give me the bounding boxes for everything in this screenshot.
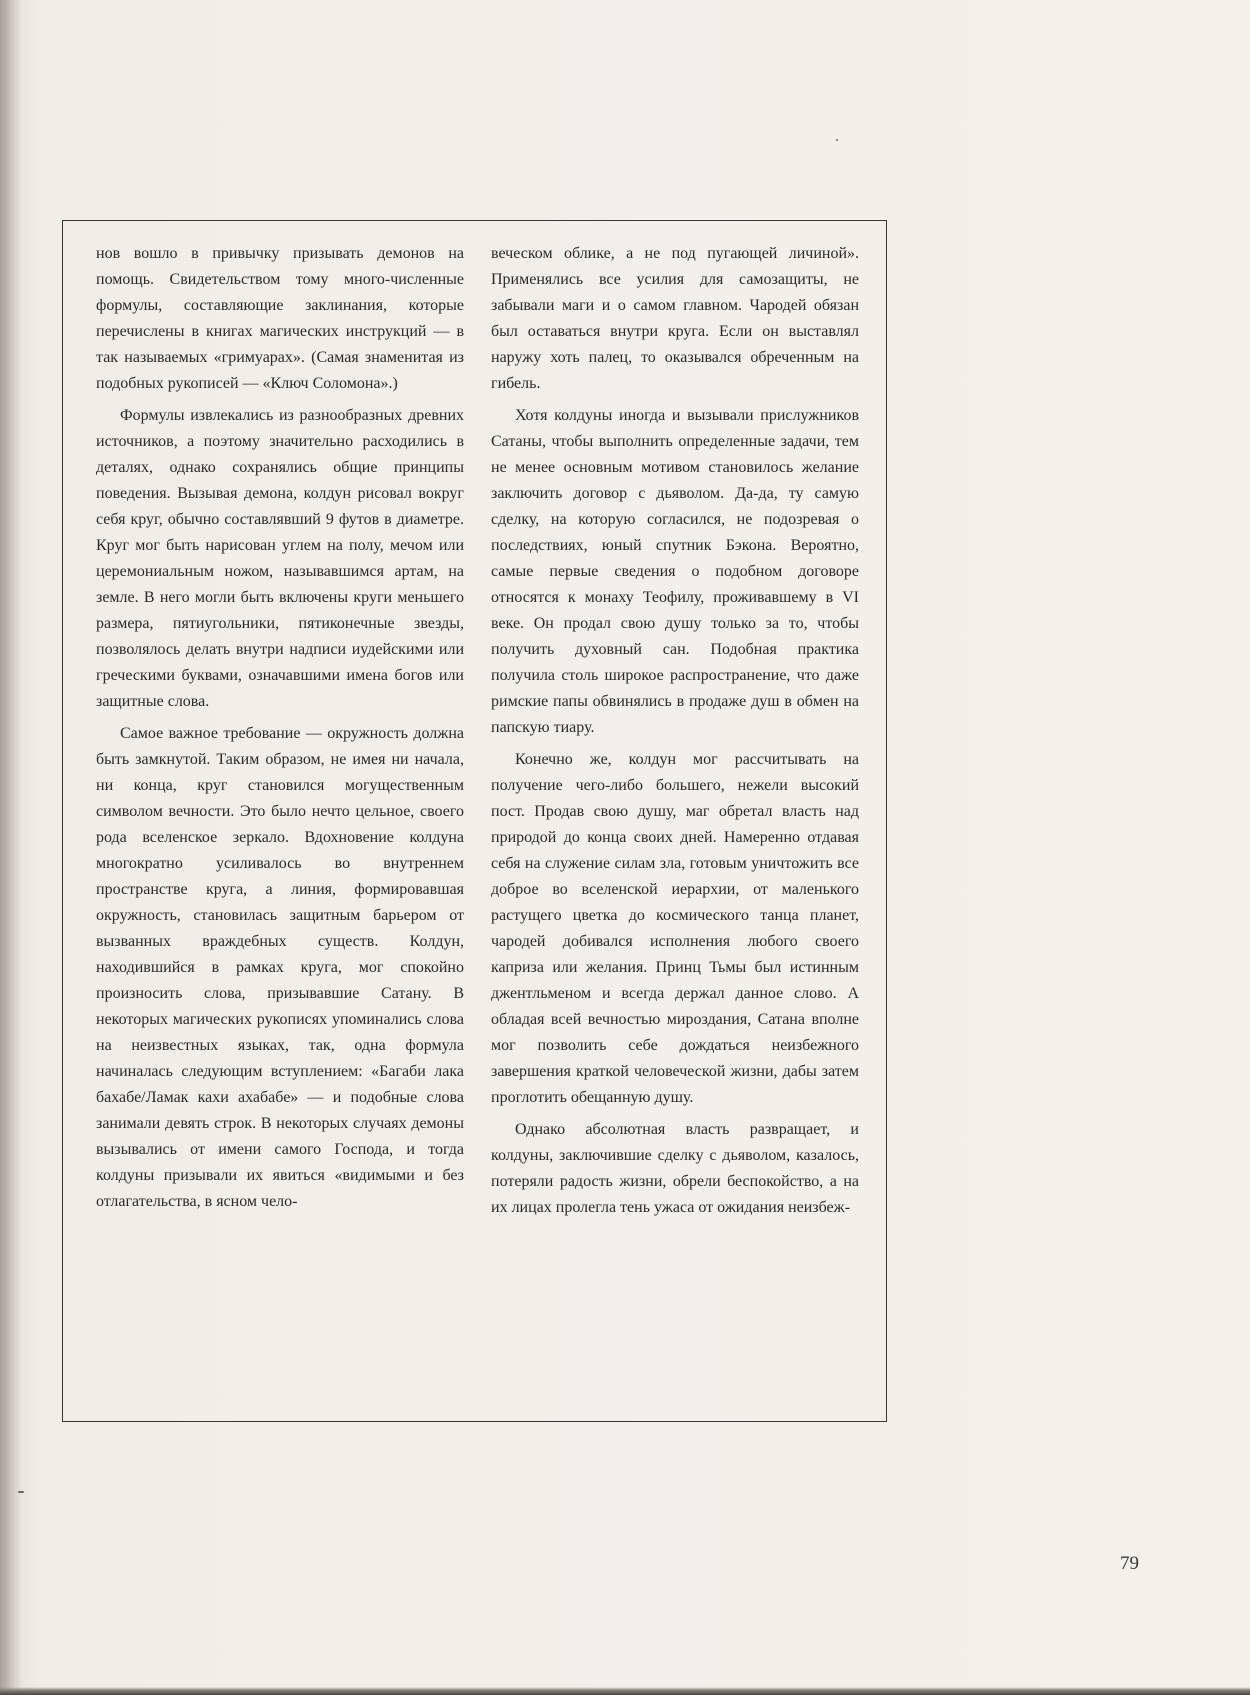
left-paragraph-2: Формулы извлекались из разнообразных древних источников, а поэтому значительно расходились в деталях, однако сохранялись общие принципы поведения. Вызывая демона, колдун рисовал вокруг себя круг, обычно составлявший 9 футов в диаметре. Круг мог быть нарисован углем на полу, мечом или церемониальным ножом, называвшимся артам, на земле. В него могли быть включены круги меньшего размера, пятиугольники, пятиконечные звезды, позволялось делать внутри надписи иудейскими или греческими буквами, означавшими имена богов или защитные слова. bbox=[96, 407, 464, 710]
page-bottom-edge bbox=[0, 1687, 1250, 1695]
page-number: 79 bbox=[1120, 1553, 1139, 1574]
paper-speck bbox=[18, 1491, 24, 1493]
right-paragraph-3: Конечно же, колдун мог рассчитывать на получение чего-либо большего, нежели высокий пост. Продав свою душу, маг обретал власть над природой до конца своих дней. Намеренно отдавая себя на служение силам зла, готовым уничтожить все доброе во вселенской иерархии, от маленького растущего цветка до космического танца планет, чародей добивался исполнения любого своего каприза или желания. Принц Тьмы был истинным джентльменом и всегда держал данное слово. А обладая всей вечностью мироздания, Сатана вполне мог позволить себе дождаться неизбежного завершения краткой человеческой жизни, дабы затем проглотить обещанную душу. bbox=[491, 751, 859, 1106]
left-paragraph-1: нов вошло в привычку призывать демонов на помощь. Свидетельством тому много-численные формулы, составляющие заклинания, которые перечислены в книгах магических инструкций — в так называемых «гримуарах». (Самая знаменитая из подобных рукописей — «Ключ Соломона».) bbox=[96, 245, 464, 392]
gutter-shadow bbox=[0, 0, 22, 1695]
left-column bbox=[96, 241, 464, 1411]
right-column bbox=[491, 241, 859, 1411]
right-paragraph-2: Хотя колдуны иногда и вызывали прислужников Сатаны, чтобы выполнить определенные задачи, тем не менее основным мотивом становилось желание заключить договор с дьяволом. Да-да, ту самую сделку, на которую согласился, не подозревая о последствиях, юный спутник Бэкона. Вероятно, самые первые сведения о подобном договоре относятся к монаху Теофилу, проживавшему в VI веке. Он продал свою душу только за то, чтобы получить духовный сан. Подобная практика получила столь широкое распространение, что даже римские папы обвинялись в продаже душ в обмен на папскую тиару. bbox=[491, 407, 859, 736]
right-paragraph-1: веческом облике, а не под пугающей личиной». Применялись все усилия для самозащиты, не забывали маги и о самом главном. Чародей обязан был оставаться внутри круга. Если он выставлял наружу хоть палец, то оказывался обреченным на гибель. bbox=[491, 245, 859, 392]
right-paragraph-4: Однако абсолютная власть развращает, и колдуны, заключившие сделку с дьяволом, казалось, потеряли радость жизни, обрели беспокойство, а на их лицах пролегла тень ужаса от ожидания неизбеж- bbox=[491, 1121, 859, 1216]
paper-speck bbox=[836, 139, 838, 141]
left-paragraph-3: Самое важное требование — окружность должна быть замкнутой. Таким образом, не имея ни начала, ни конца, круг становился могущественным символом вечности. Это было нечто цельное, своего рода вселенское зеркало. Вдохновение колдуна многократно усиливалось во внутреннем пространстве круга, а линия, формировавшая окружность, становилась защитным барьером от вызванных враждебных существ. Колдун, находившийся в рамках круга, мог спокойно произносить слова, призывавшие Сатану. В некоторых магических рукописях упоминались слова на неизвестных языках, так, одна формула начиналась следующим вступлением: «Багаби лака бахабе/Ламак кахи ахабабе» — и подобные слова занимали девять строк. В некоторых случаях демоны вызывались от имени самого Господа, и тогда колдуны призывали их явиться «видимыми и без отлагательства, в ясном чело- bbox=[96, 725, 464, 1210]
